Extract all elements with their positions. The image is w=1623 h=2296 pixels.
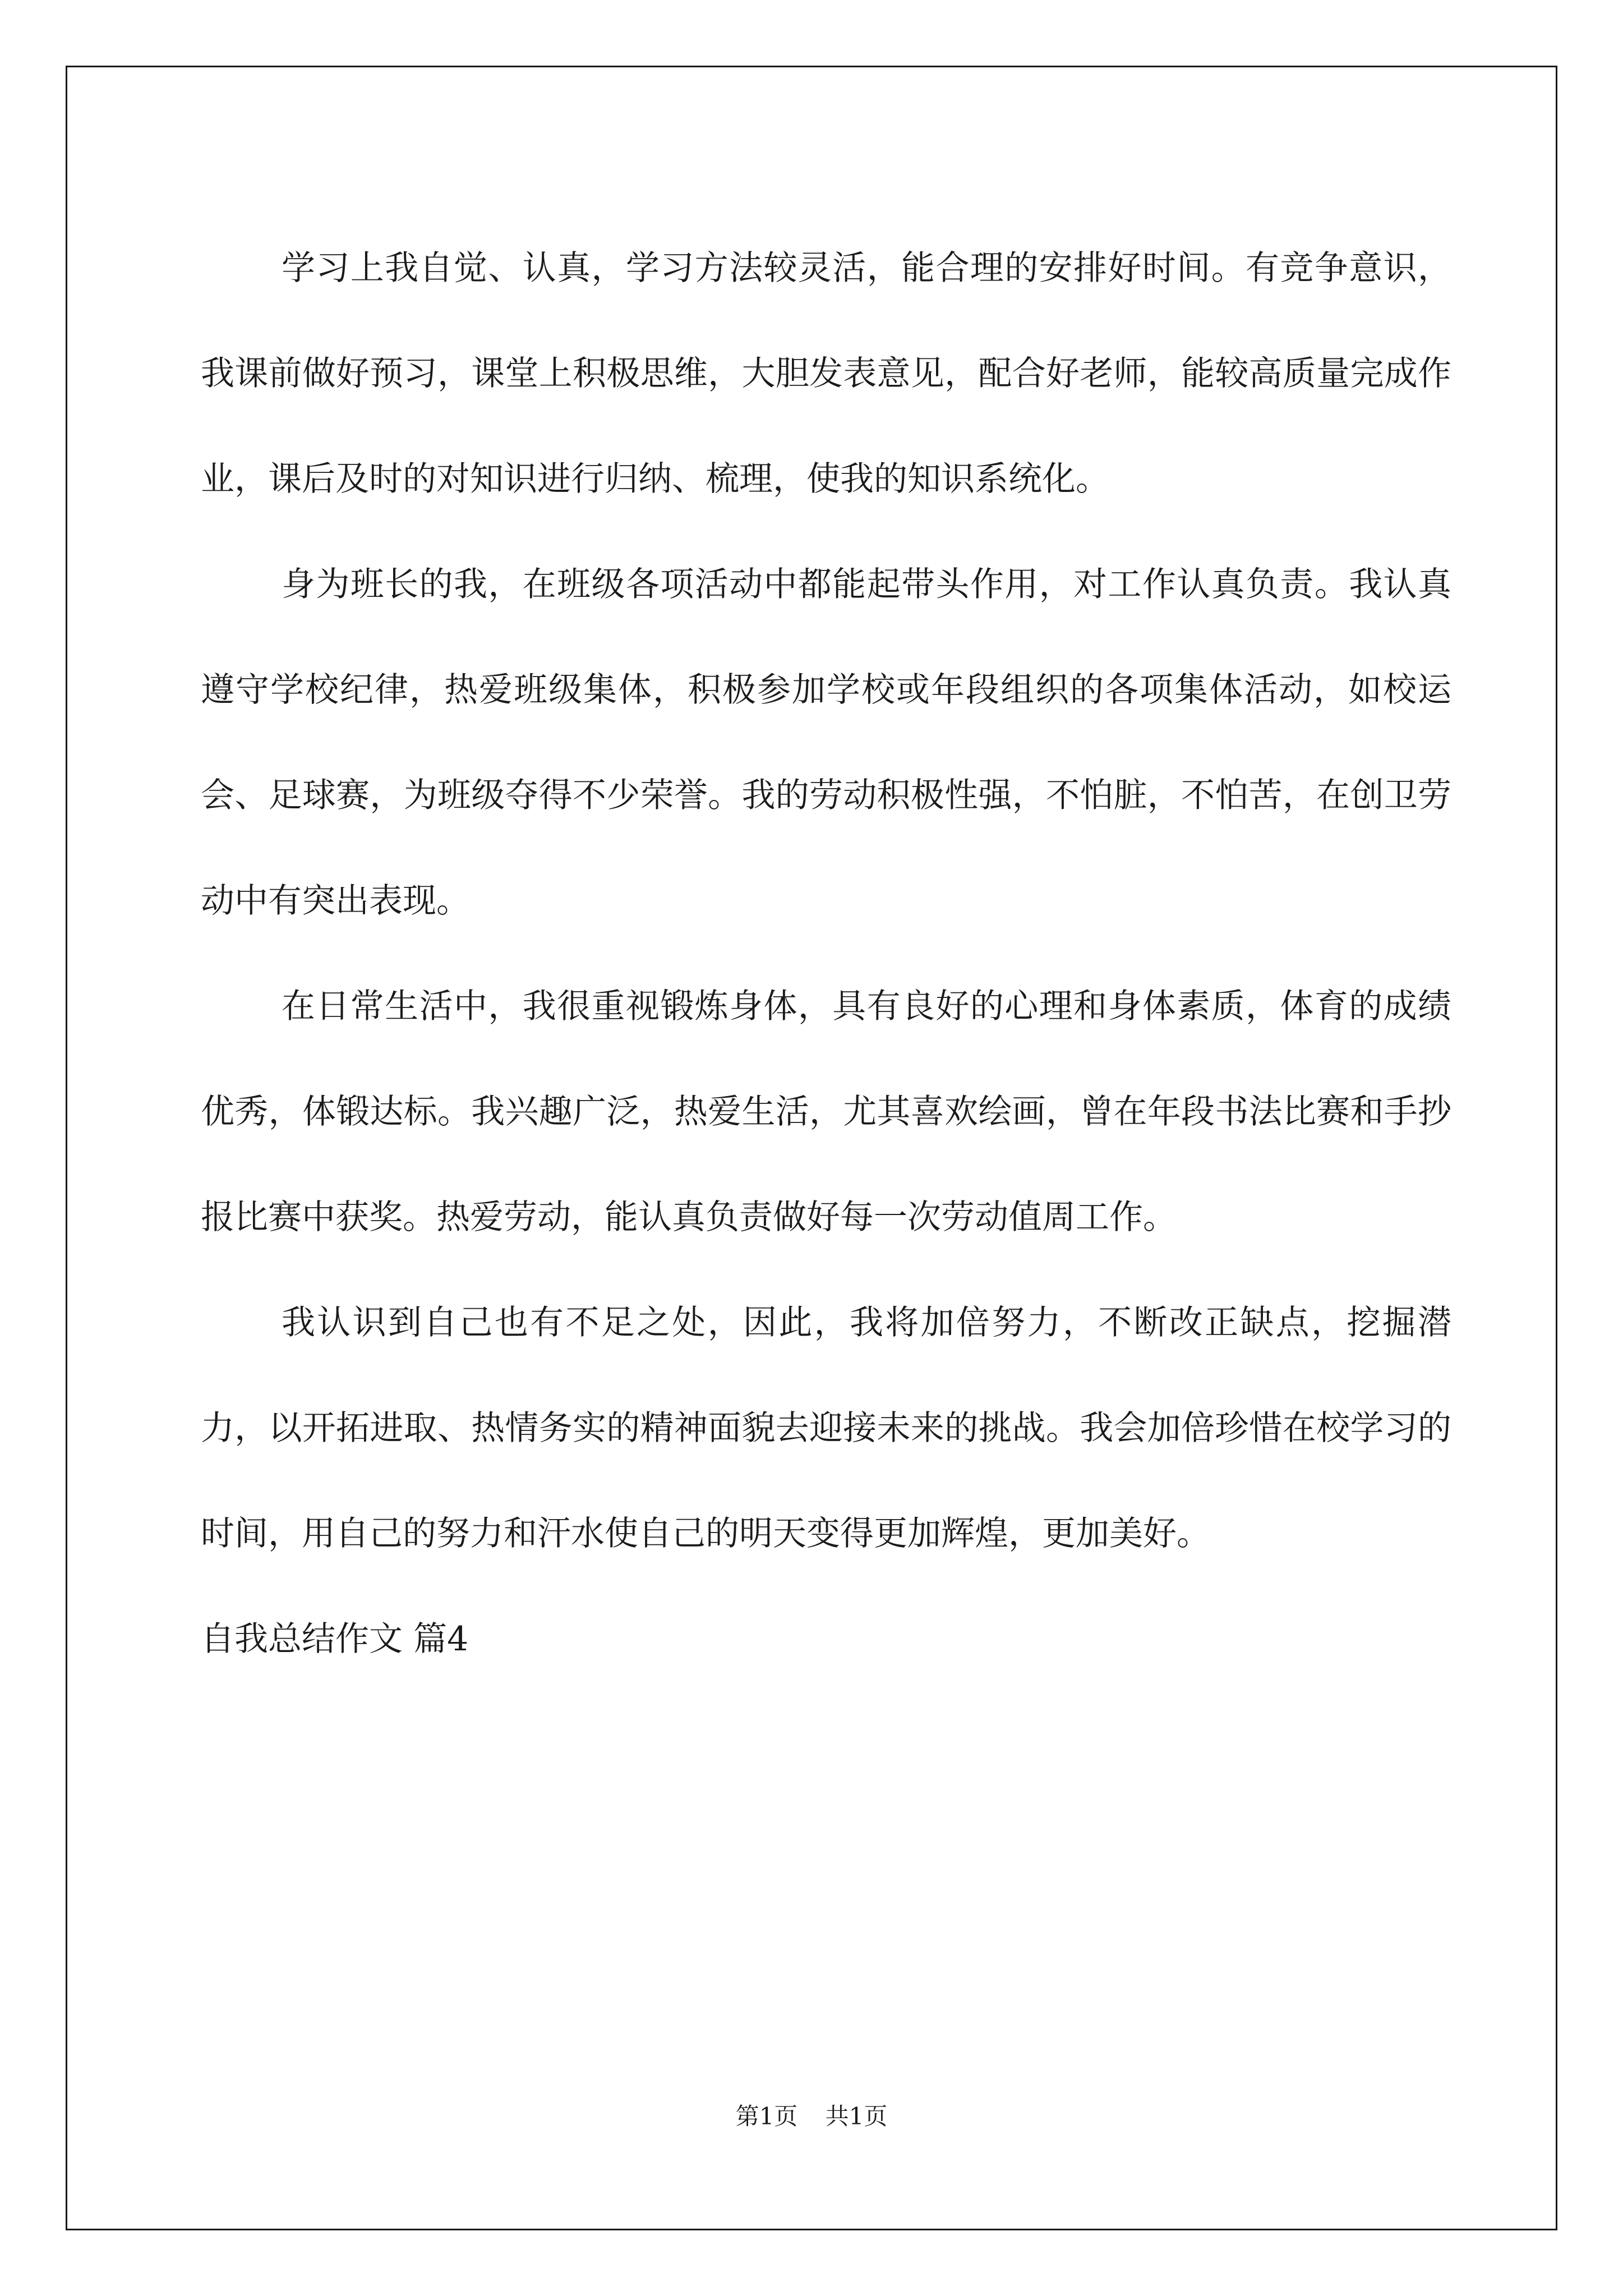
page-number-current: 第1页 xyxy=(735,2102,798,2130)
section-heading: 自我总结作文 篇4 xyxy=(201,1619,469,1659)
paragraph-shortcomings: 我认识到自己也有不足之处，因此，我将加倍努力，不断改正缺点，挖掘潜力，以开拓进取、热情务实的精神面貌去迎接未来的挑战。我会加倍珍惜在校学习的时间，用自己的努力和汗水使自己的明天变得更加辉煌，更加美好。 xyxy=(201,1303,1451,1553)
page-footer xyxy=(0,2098,1623,2132)
document-body xyxy=(201,215,1451,1692)
paragraph-study: 学习上我自觉、认真，学习方法较灵活，能合理的安排好时间。有竞争意识，我课前做好预习，课堂上积极思维，大胆发表意见，配合好老师，能较高质量完成作业，课后及时的对知识进行归纳、梳理，使我的知识系统化。 xyxy=(201,249,1451,499)
paragraph-daily-life: 在日常生活中，我很重视锻炼身体，具有良好的心理和身体素质，体育的成绩优秀，体锻达标。我兴趣广泛，热爱生活，尤其喜欢绘画，曾在年段书法比赛和手抄报比赛中获奖。热爱劳动，能认真负责做好每一次劳动值周工作。 xyxy=(201,987,1451,1237)
page-number-total: 共1页 xyxy=(825,2102,888,2130)
paragraph-class-monitor: 身为班长的我，在班级各项活动中都能起带头作用，对工作认真负责。我认真遵守学校纪律，热爱班级集体，积极参加学校或年段组织的各项集体活动，如校运会、足球赛，为班级夺得不少荣誉。我的劳动积极性强，不怕脏，不怕苦，在创卫劳动中有突出表现。 xyxy=(201,565,1451,921)
